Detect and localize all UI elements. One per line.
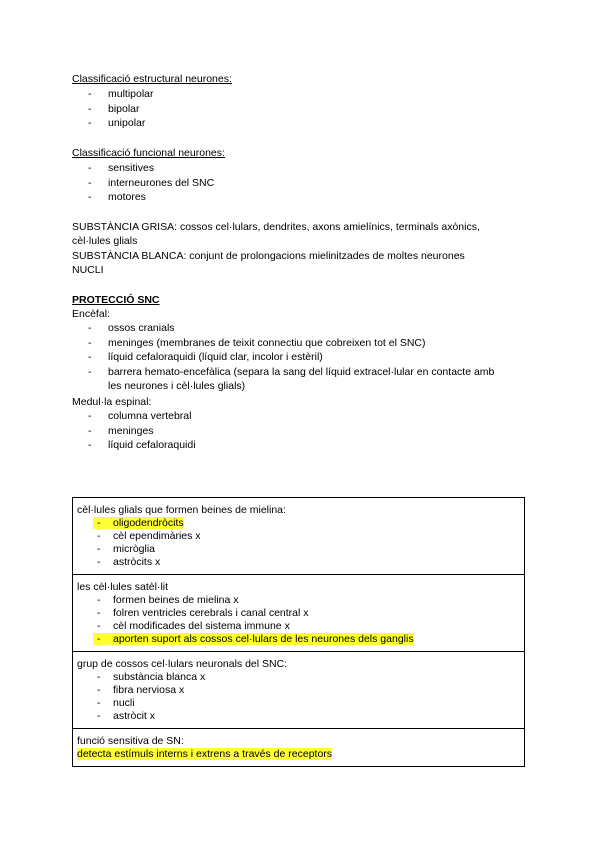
table-row [73, 498, 525, 575]
table-row [73, 652, 525, 729]
table-cell [73, 729, 525, 767]
bullet-dash: - [88, 102, 92, 115]
list-funcional [88, 161, 215, 205]
substancia-grisa-line-1: SUBSTÀNCIA GRISA: cossos cel·lulars, dendrites, axons amielínics, terminals axònics, [72, 221, 480, 233]
highlighted-answer: oligodendròcits [93, 517, 184, 529]
bullet-dash: - [97, 620, 101, 632]
bullet-dash: - [97, 594, 101, 606]
list-medul [88, 409, 196, 453]
option-item: - micròglia [97, 543, 156, 555]
option-item: - nucli [97, 697, 135, 709]
bullet-dash: - [88, 424, 92, 437]
list-item: - motores [88, 191, 146, 204]
bullet-dash: - [97, 530, 101, 542]
table-row [73, 575, 525, 652]
bullet-dash: - [97, 697, 101, 709]
bullet-dash: - [88, 410, 92, 422]
option-item [97, 517, 520, 530]
option-item: - formen beines de mielina x [97, 594, 239, 606]
bullet-dash: - [88, 88, 92, 100]
question-text: funció sensitiva de SN: [77, 735, 184, 747]
substancia-blanca-line: SUBSTÀNCIA BLANCA: conjunt de prolongacions mielinitzades de moltes neurones [72, 250, 465, 262]
bullet-dash: - [97, 710, 101, 722]
bullet-dash: - [88, 191, 92, 204]
list-item: - barrera hemato-encefàlica (separa la sang del líquid extracel·lular en contacte amb [88, 365, 495, 378]
table-cell [73, 575, 525, 652]
substancia-grisa-line-2: cèl·lules glials [72, 235, 138, 247]
option-item: - substància blanca x [97, 671, 206, 683]
bullet-dash: - [97, 633, 101, 645]
section-title-proteccio: PROTECCIÓ SNC [72, 294, 160, 306]
bullet-dash: - [97, 556, 101, 568]
table-cell [73, 652, 525, 729]
list-item: - sensitives [88, 162, 155, 174]
option-item: - folren ventricles cerebrals i canal central x [97, 607, 309, 619]
bullet-dash: - [97, 517, 101, 529]
bullet-dash: - [97, 607, 101, 619]
nucli-line: NUCLI [72, 264, 104, 276]
bullet-dash: - [88, 176, 92, 189]
options-list [77, 671, 520, 723]
bullet-dash: - [88, 365, 92, 378]
quiz-table [72, 497, 525, 767]
bullet-dash: - [88, 162, 92, 174]
list-item-continuation: les neurones i cèl·lules glials) [108, 380, 246, 393]
list-item: - líquid cefaloraquidi [88, 439, 196, 452]
question-text: grup de cossos cel·lulars neuronals del SNC: [77, 658, 288, 670]
list-item: - interneurones del SNC [88, 176, 215, 189]
heading-funcional: Classificació funcional neurones: [72, 147, 225, 159]
option-item: - astròcits x [97, 556, 161, 568]
options-list [77, 594, 520, 646]
option-item [97, 633, 520, 646]
list-item: - columna vertebral [88, 410, 192, 422]
option-item: - fibra nerviosa x [97, 684, 185, 696]
option-item: - cèl ependimàries x [97, 530, 201, 542]
list-item: - bipolar [88, 102, 140, 115]
list-item: - multipolar [88, 88, 154, 100]
highlighted-answer: detecta estímuls interns i extrens a través de receptors [77, 748, 333, 760]
bullet-dash: - [97, 671, 101, 683]
encefal-label: Encèfal: [72, 308, 110, 320]
medul-label: Medul·la espinal: [72, 396, 152, 408]
bullet-dash: - [97, 684, 101, 696]
list-item: - ossos cranials [88, 322, 175, 334]
table-row [73, 729, 525, 767]
highlighted-answer: aporten suport als cossos cel·lulars de les neurones dels ganglis [93, 633, 414, 645]
bullet-dash: - [97, 543, 101, 555]
bullet-dash: - [88, 336, 92, 349]
list-item: - líquid cefaloraquidi (líquid clar, incolor i estèril) [88, 351, 323, 364]
options-list [77, 517, 520, 569]
question-text: les cèl·lules satèl·lit [77, 581, 169, 593]
heading-estructural: Classificació estructural neurones: [72, 73, 232, 85]
list-item: - meninges [88, 424, 154, 437]
bullet-dash: - [88, 117, 92, 130]
bullet-dash: - [88, 351, 92, 364]
bullet-dash: - [88, 439, 92, 452]
table-cell [73, 498, 525, 575]
option-item: - astròcit x [97, 710, 156, 722]
bullet-dash: - [88, 322, 92, 334]
list-estructural [88, 87, 154, 131]
list-encefal [88, 321, 495, 394]
option-item: - cèl modificades del sistema immune x [97, 620, 290, 632]
list-item: - unipolar [88, 117, 146, 130]
question-text: cèl·lules glials que formen beines de mielina: [77, 504, 286, 516]
list-item: - meninges (membranes de teixit connectiu que cobreixen tot el SNC) [88, 336, 426, 349]
